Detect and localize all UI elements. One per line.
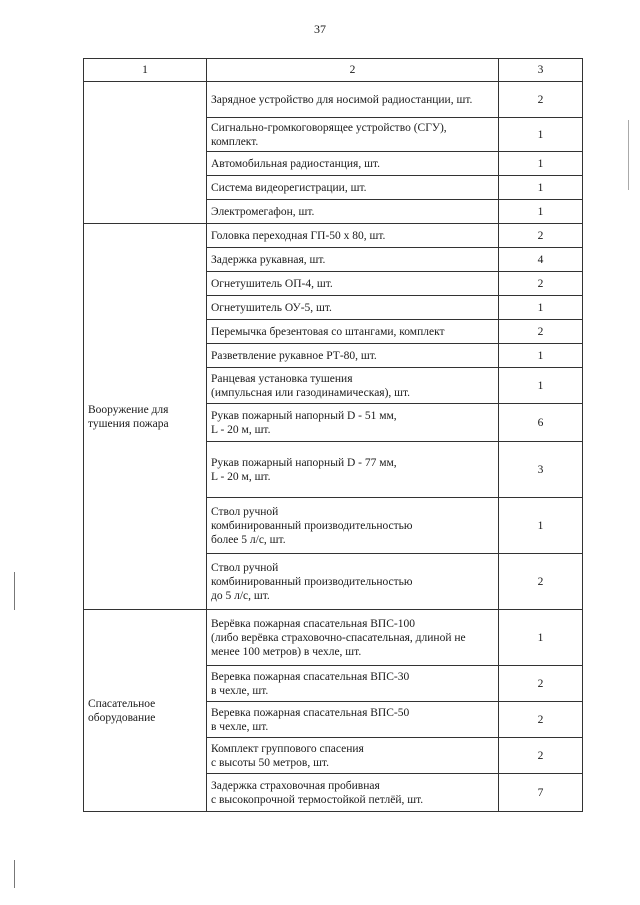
category-cell: Спасательное оборудование: [84, 610, 207, 812]
item-name: Веревка пожарная спасательная ВПС-50 в чехле, шт.: [211, 706, 410, 733]
item-name-cell: [207, 344, 499, 368]
item-quantity: 6: [499, 404, 583, 442]
item-name-cell: [207, 272, 499, 296]
item-quantity: 1: [499, 610, 583, 666]
item-name: Задержка рукавная, шт.: [211, 253, 326, 266]
item-name: Огнетушитель ОП-4, шт.: [211, 277, 333, 290]
item-quantity: 2: [499, 82, 583, 118]
item-name: Сигнально-громкоговорящее устройство (СГУ), комплект.: [211, 121, 447, 148]
header-col-1: 1: [84, 59, 207, 82]
item-quantity: 2: [499, 666, 583, 702]
item-name-cell: [207, 442, 499, 498]
table-body: [84, 82, 583, 812]
item-name-cell: [207, 248, 499, 272]
item-name-cell: [207, 554, 499, 610]
item-name-cell: [207, 738, 499, 774]
item-name: Веревка пожарная спасательная ВПС-30 в чехле, шт.: [211, 670, 410, 697]
item-name-cell: [207, 296, 499, 320]
item-quantity: 1: [499, 200, 583, 224]
item-name-cell: [207, 404, 499, 442]
item-name-cell: [207, 702, 499, 738]
page-number: 37: [314, 22, 326, 36]
item-quantity: 7: [499, 774, 583, 812]
item-name: Ствол ручной комбинированный производительностью более 5 л/с, шт.: [211, 505, 413, 546]
table-header-row: [84, 59, 583, 82]
item-quantity: 1: [499, 296, 583, 320]
table-row: [84, 610, 583, 666]
table-row: [84, 224, 583, 248]
item-name: Зарядное устройство для носимой радиостанции, шт.: [211, 93, 473, 106]
item-name-cell: [207, 152, 499, 176]
item-name: Рукав пожарный напорный D - 51 мм, L - 20 м, шт.: [211, 409, 397, 436]
item-name: Огнетушитель ОУ-5, шт.: [211, 301, 332, 314]
equipment-table: [83, 58, 583, 812]
item-name-cell: [207, 610, 499, 666]
item-name: Рукав пожарный напорный D - 77 мм, L - 20 м, шт.: [211, 456, 397, 483]
item-quantity: 1: [499, 498, 583, 554]
item-name: Головка переходная ГП-50 х 80, шт.: [211, 229, 386, 242]
header-col-2: 2: [207, 59, 499, 82]
item-name: Электромегафон, шт.: [211, 205, 315, 218]
category-cell: [84, 82, 207, 224]
item-name-cell: [207, 200, 499, 224]
item-name-cell: [207, 118, 499, 152]
item-quantity: 1: [499, 176, 583, 200]
item-name-cell: [207, 666, 499, 702]
item-quantity: 2: [499, 320, 583, 344]
item-name-cell: [207, 498, 499, 554]
item-name-cell: [207, 320, 499, 344]
scan-edge-mark: [14, 572, 15, 610]
item-name: Задержка страховочная пробивная с высокопрочной термостойкой петлёй, шт.: [211, 779, 424, 806]
item-quantity: 1: [499, 344, 583, 368]
item-name: Ранцевая установка тушения (импульсная или газодинамическая), шт.: [211, 372, 411, 399]
item-name: Разветвление рукавное РТ-80, шт.: [211, 349, 377, 362]
category-cell: Вооружение для тушения пожара: [84, 224, 207, 610]
item-name: Ствол ручной комбинированный производительностью до 5 л/с, шт.: [211, 561, 413, 602]
item-quantity: 1: [499, 118, 583, 152]
item-name: Верёвка пожарная спасательная ВПС-100 (либо верёвка страховочно-спасательная, длиной не менее 100 метров) в чехле, шт.: [211, 617, 466, 658]
item-quantity: 2: [499, 702, 583, 738]
item-name-cell: [207, 774, 499, 812]
item-quantity: 2: [499, 224, 583, 248]
item-name-cell: [207, 176, 499, 200]
item-quantity: 1: [499, 152, 583, 176]
item-name-cell: [207, 368, 499, 404]
item-name: Комплект группового спасения с высоты 50 метров, шт.: [211, 742, 364, 769]
header-col-3: 3: [499, 59, 583, 82]
item-name: Автомобильная радиостанция, шт.: [211, 157, 380, 170]
scan-edge-mark: [628, 120, 629, 190]
item-quantity: 3: [499, 442, 583, 498]
item-name-cell: [207, 224, 499, 248]
item-quantity: 2: [499, 272, 583, 296]
item-quantity: 2: [499, 738, 583, 774]
item-quantity: 2: [499, 554, 583, 610]
item-quantity: 4: [499, 248, 583, 272]
item-name-cell: [207, 82, 499, 118]
scan-edge-mark: [14, 860, 15, 888]
item-name: Система видеорегистрации, шт.: [211, 181, 367, 194]
table-row: [84, 82, 583, 118]
item-name: Перемычка брезентовая со штангами, комплект: [211, 325, 445, 338]
item-quantity: 1: [499, 368, 583, 404]
